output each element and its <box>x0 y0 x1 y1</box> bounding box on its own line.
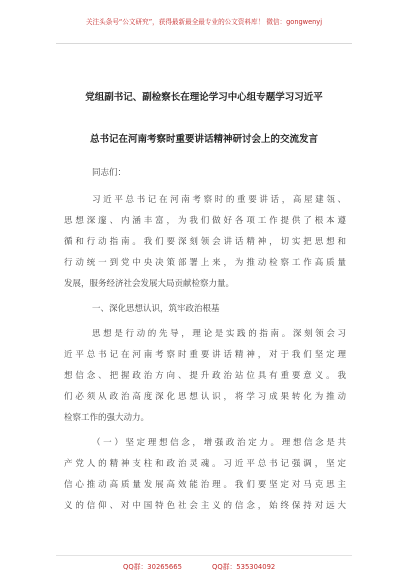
footer-divider <box>56 555 352 556</box>
body-line: 检察工作的强大动力。 <box>64 413 150 423</box>
body-line: 行动统一到党中央决策部署上来，为推动检察工作高质量 <box>64 258 346 268</box>
footer-qq-group-2: QQ群：535304092 <box>212 563 276 571</box>
body-line: 近平总书记在河南考察时重要讲话精神，对于我们坚定理 <box>64 350 346 360</box>
body-line: （一）坚定理想信念，增强政治定力。理想信念是共 <box>92 438 346 448</box>
body-line: 循和行动指南。我们要深刻领会讲话精神，切实把思想和 <box>64 237 346 247</box>
body-line: 习近平总书记在河南考察时的重要讲话，高屋建瓴、 <box>92 195 346 205</box>
section-heading: 一、深化思想认识，筑牢政治根基 <box>92 304 220 314</box>
body-line: 思想是行动的先导，理论是实践的指南。深刻领会习 <box>92 329 346 339</box>
header-divider <box>56 43 352 44</box>
body-line: 信心推动高质量发展高效能治理。我们要坚定对马克思主 <box>64 480 346 490</box>
salutation: 同志们： <box>92 168 127 178</box>
body-line: 思想深邃、内涵丰富，为我们做好各项工作提供了根本遵 <box>64 216 346 226</box>
body-line: 们必须从政治高度深化思想认识，将学习成果转化为推动 <box>64 392 346 402</box>
footer-qq-group-1: QQ群：30265665 <box>123 563 182 571</box>
document-title-line-1: 党组副书记、副检察长在理论学习中心组专题学习习近平 <box>85 92 323 103</box>
header-banner: 关注头条号“公文研究”，获得最新最全最专业的公文资料库！ 微信：gongwenyj <box>85 18 323 26</box>
document-title-line-2: 总书记在河南考察时重要讲话精神研讨会上的交流发言 <box>89 134 318 145</box>
body-line: 发展，服务经济社会发展大局贡献检察力量。 <box>64 279 235 289</box>
body-line: 义的信仰、对中国特色社会主义的信念，始终保持对远大 <box>64 501 346 511</box>
body-line: 想信念、把握政治方向、提升政治站位具有重要意义。我 <box>64 371 346 381</box>
body-line: 产党人的精神支柱和政治灵魂。习近平总书记强调，坚定 <box>64 459 346 469</box>
